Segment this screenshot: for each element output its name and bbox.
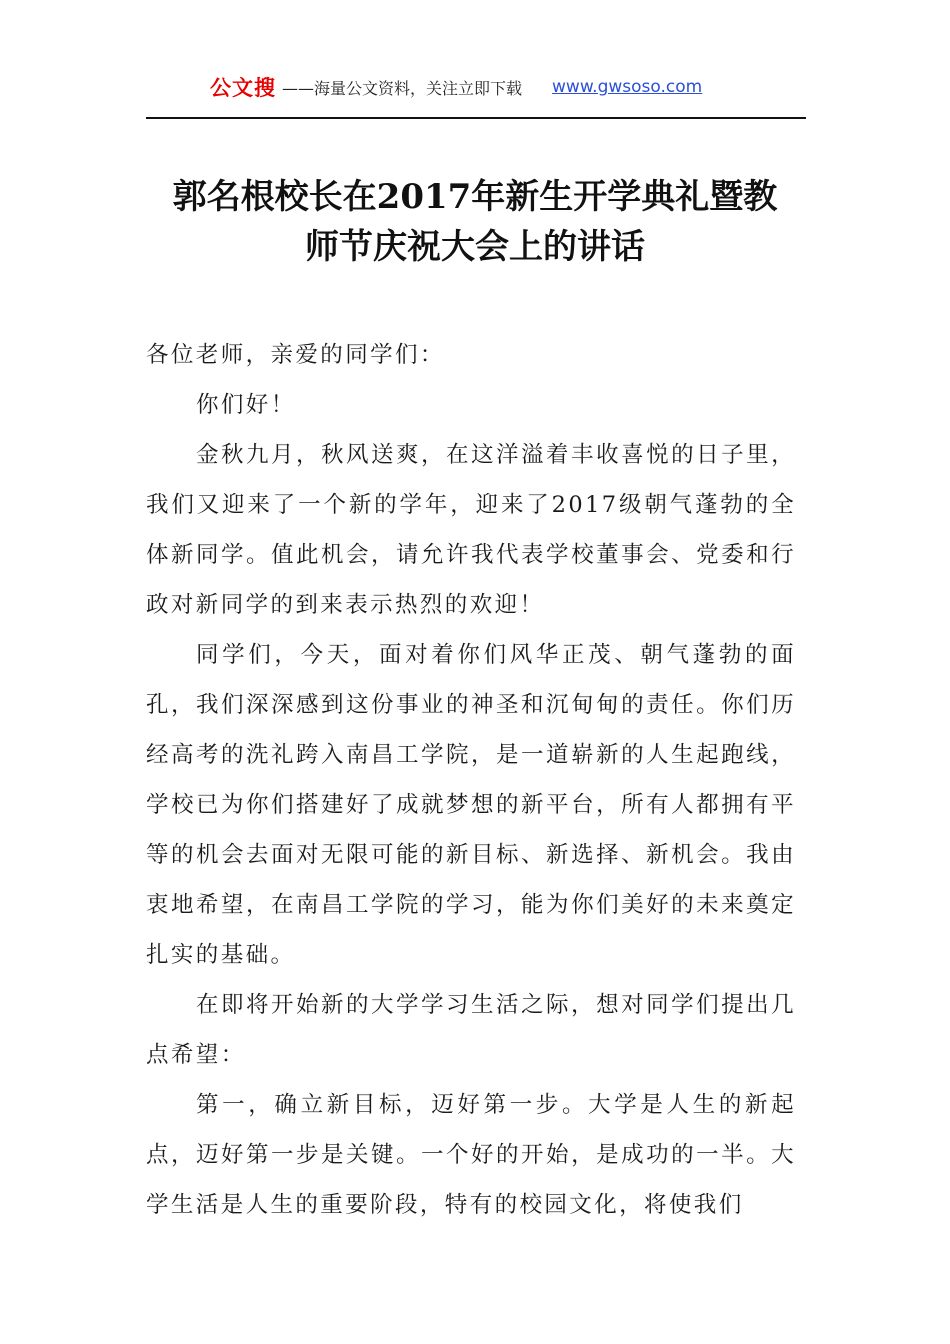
salutation: 各位老师，亲爱的同学们： — [146, 342, 445, 368]
document-title — [130, 172, 820, 272]
header-divider — [146, 117, 806, 119]
site-link[interactable]: www.gwsoso.com — [552, 77, 703, 97]
document-body — [146, 330, 796, 1230]
brand-logo-text: 公文搜 — [210, 76, 276, 100]
title-line-1: 郭名根校长在2017年新生开学典礼暨教 — [172, 177, 778, 217]
body-paragraph: 同学们，今天，面对着你们风华正茂、朝气蓬勃的面孔，我们深深感到这份事业的神圣和沉甸甸的责任。你们历经高考的洗礼跨入南昌工学院，是一道崭新的人生起跑线，学校已为你们搭建好了成就梦想的新平台，所有人都拥有平等的机会去面对无限可能的新目标、新选择、新机会。我由衷地希望，在南昌工学院的学习，能为你们美好的未来奠定扎实的基础。 — [146, 642, 796, 968]
title-line-2: 师节庆祝大会上的讲话 — [305, 227, 645, 267]
header-slogan: ——海量公文资料，关注立即下载 — [282, 78, 523, 98]
body-paragraph: 你们好！ — [196, 392, 296, 418]
page-header — [146, 70, 806, 104]
body-paragraph: 第一，确立新目标，迈好第一步。大学是人生的新起点，迈好第一步是关键。一个好的开始，是成功的一半。大学生活是人生的重要阶段，特有的校园文化，将使我们 — [146, 1092, 796, 1218]
body-paragraph: 金秋九月，秋风送爽，在这洋溢着丰收喜悦的日子里，我们又迎来了一个新的学年，迎来了2017级朝气蓬勃的全体新同学。值此机会，请允许我代表学校董事会、党委和行政对新同学的到来表示热烈的欢迎！ — [146, 442, 796, 618]
body-paragraph: 在即将开始新的大学学习生活之际，想对同学们提出几点希望： — [146, 992, 796, 1068]
